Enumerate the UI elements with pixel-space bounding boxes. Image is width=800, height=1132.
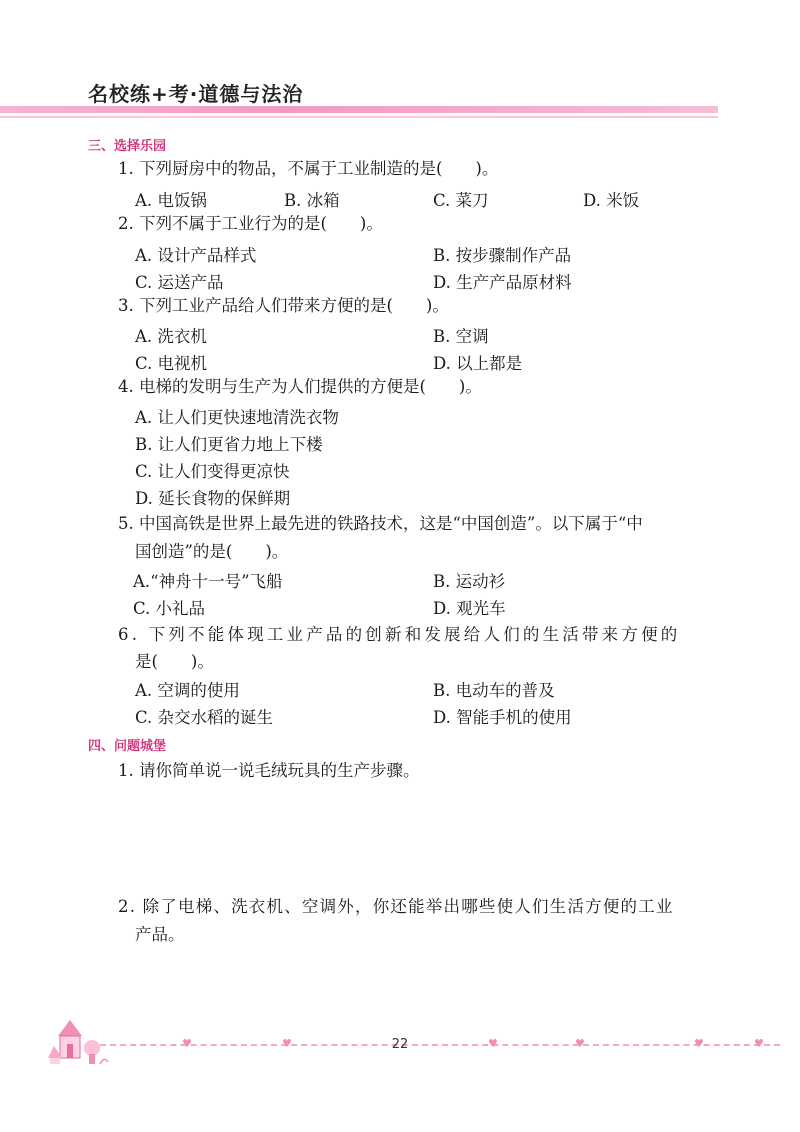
q1-option-b: B. 冰箱 — [284, 191, 340, 210]
q6-option-b: B. 电动车的普及 — [433, 681, 555, 700]
question-4-stem: 4. 电梯的发明与生产为人们提供的方便是( )。 — [118, 377, 482, 396]
q1-option-c: C. 菜刀 — [433, 191, 489, 210]
section4-question-1: 1. 请你简单说一说毛绒玩具的生产步骤。 — [118, 761, 420, 780]
section4-question-2-line2: 产品。 — [135, 925, 185, 944]
question-5-stem-line2: 国创造”的是( )。 — [135, 542, 289, 561]
q3-option-a: A. 洗衣机 — [135, 327, 207, 346]
q6-option-d: D. 智能手机的使用 — [433, 708, 572, 727]
header-bar — [0, 106, 718, 113]
q2-option-c: C. 运送产品 — [135, 273, 224, 292]
q4-option-d: D. 延长食物的保鲜期 — [135, 489, 291, 508]
question-6-stem-line2: 是( )。 — [135, 652, 214, 671]
question-6-stem-line1: 6. 下列不能体现工业产品的创新和发展给人们的生活带来方便的 — [118, 625, 681, 644]
q4-option-a: A. 让人们更快速地清洗衣物 — [135, 408, 339, 427]
page-number: 22 — [391, 1037, 409, 1052]
q4-option-c: C. 让人们变得更凉快 — [135, 462, 290, 481]
question-2-stem: 2. 下列不属于工业行为的是( )。 — [118, 214, 383, 233]
heart-icon: ♥ — [754, 1037, 764, 1050]
section4-question-2-line1: 2. 除了电梯、洗衣机、空调外，你还能举出哪些使人们生活方便的工业 — [118, 897, 674, 916]
question-3-stem: 3. 下列工业产品给人们带来方便的是( )。 — [118, 296, 449, 315]
heart-icon: ♥ — [575, 1037, 585, 1050]
q2-option-b: B. 按步骤制作产品 — [433, 246, 572, 265]
question-5-stem-line1: 5. 中国高铁是世界上最先进的铁路技术，这是“中国创造”。以下属于“中 — [118, 514, 643, 533]
q5-option-d: D. 观光车 — [433, 599, 506, 618]
q1-option-a: A. 电饭锅 — [135, 191, 207, 210]
q5-option-c: C. 小礼品 — [133, 599, 206, 618]
q2-option-d: D. 生产产品原材料 — [433, 273, 572, 292]
question-1-stem: 1. 下列厨房中的物品，不属于工业制造的是( )。 — [118, 159, 499, 178]
heart-icon: ♥ — [694, 1037, 704, 1050]
q2-option-a: A. 设计产品样式 — [135, 246, 257, 265]
q5-option-a: A.“神舟十一号”飞船 — [133, 572, 283, 591]
header-title: 名校练+考·道德与法治 — [88, 82, 304, 106]
section-title-choice: 三、选择乐园 — [88, 139, 167, 154]
q6-option-c: C. 杂交水稻的诞生 — [135, 708, 274, 727]
q1-option-d: D. 米饭 — [583, 191, 640, 210]
q3-option-d: D. 以上都是 — [433, 354, 523, 373]
q4-option-b: B. 让人们更省力地上下楼 — [135, 435, 323, 454]
q3-option-b: B. 空调 — [433, 327, 489, 346]
heart-icon: ♥ — [488, 1037, 498, 1050]
q5-option-b: B. 运动衫 — [433, 572, 506, 591]
heart-icon: ♥ — [282, 1037, 292, 1050]
heart-icon: ♥ — [182, 1037, 192, 1050]
section-title-questions: 四、问题城堡 — [88, 739, 167, 754]
q6-option-a: A. 空调的使用 — [135, 681, 240, 700]
header-bar-thin — [0, 116, 718, 118]
q3-option-c: C. 电视机 — [135, 354, 208, 373]
